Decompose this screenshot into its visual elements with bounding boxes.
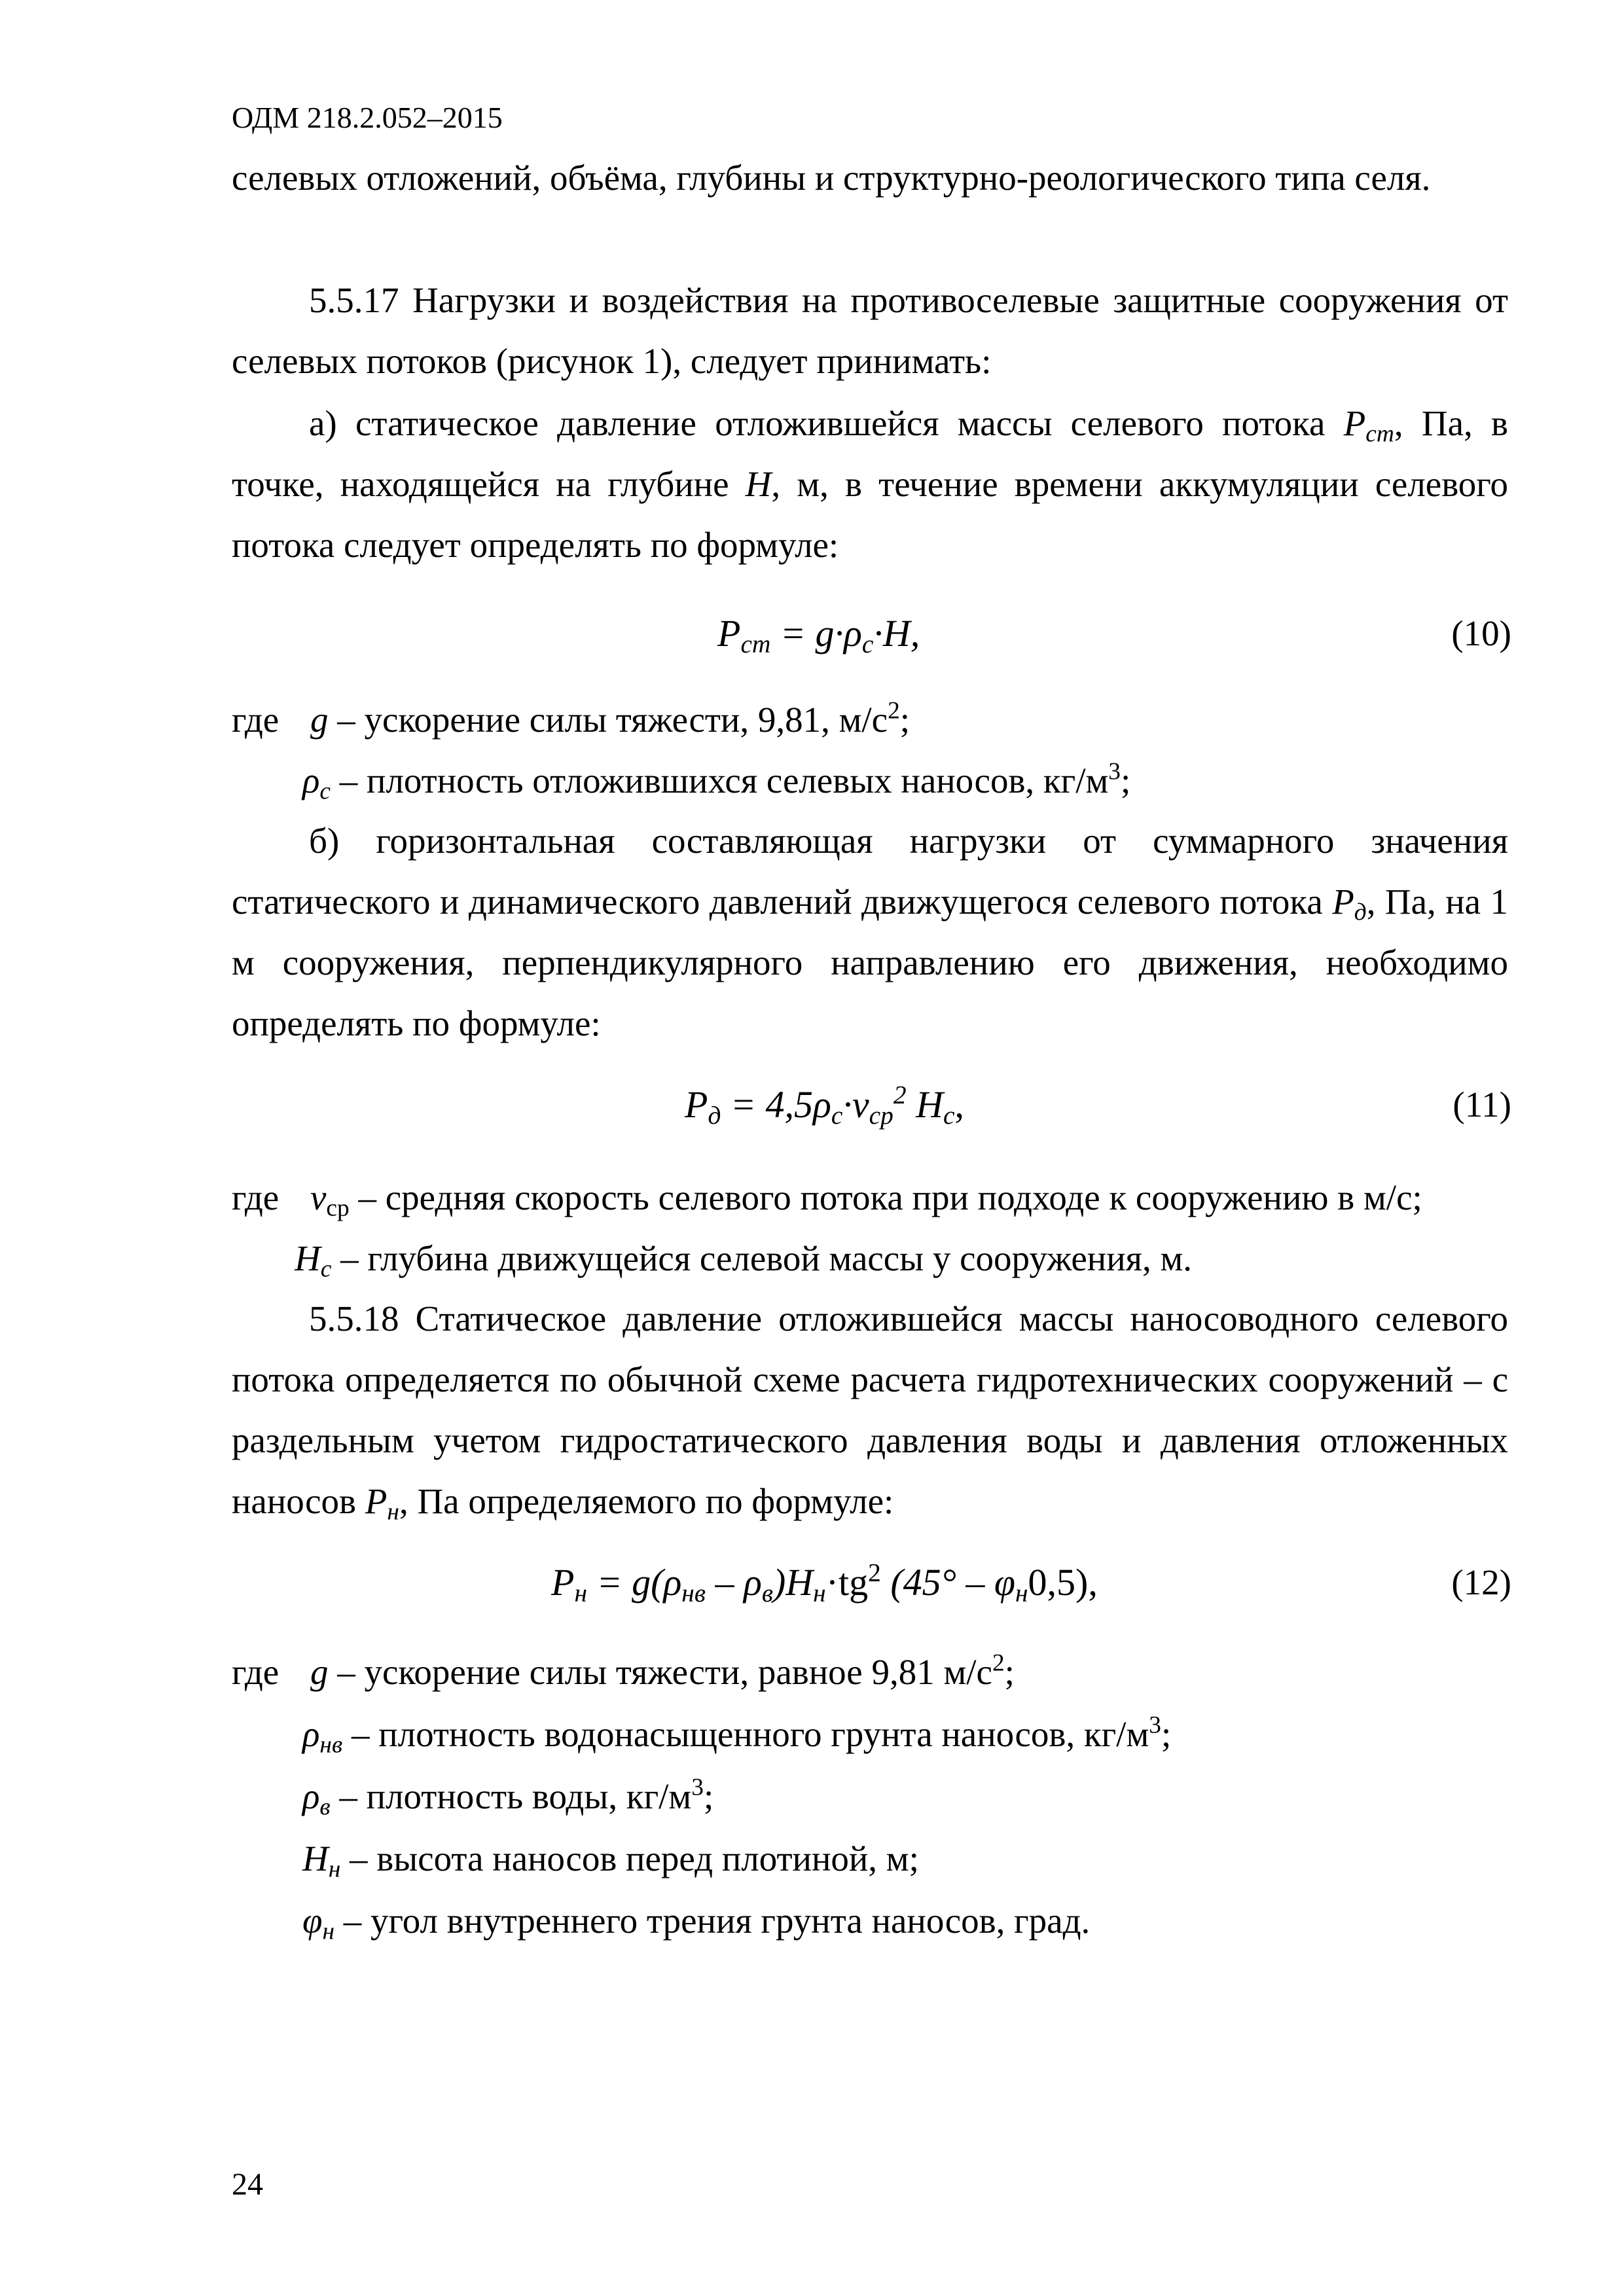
paragraph-item-b bbox=[232, 810, 1508, 1054]
subscript: нв bbox=[319, 1731, 343, 1759]
formula-term: H bbox=[906, 1083, 943, 1126]
paragraph-text: , Па, в точке, находящейся на глубине bbox=[232, 403, 1508, 504]
where-label: где bbox=[232, 1177, 280, 1217]
definition-text: – глубина движущейся селевой массы у сооружения, м. bbox=[331, 1238, 1192, 1278]
definition-end: ; bbox=[899, 700, 911, 740]
where-label: где bbox=[232, 700, 280, 740]
symbol-P: P bbox=[365, 1481, 388, 1521]
definition-H-c bbox=[295, 1232, 1192, 1285]
definition-symbol: g bbox=[310, 700, 329, 740]
equation-number-10: (10) bbox=[1451, 613, 1511, 653]
definition-text: – угол внутреннего трения грунта наносов, град. bbox=[334, 1901, 1091, 1941]
formula-term: ·H, bbox=[873, 612, 920, 655]
definition-text: – плотность водонасыщенного грунта наносов, кг/м bbox=[342, 1714, 1149, 1754]
superscript: 3 bbox=[1149, 1712, 1161, 1739]
definition-end: ; bbox=[1004, 1652, 1015, 1692]
symbol-P: P bbox=[1343, 403, 1366, 443]
definition-symbol: ρ bbox=[302, 761, 320, 800]
formula-12 bbox=[551, 1556, 1098, 1609]
formula-term: (45° – φ bbox=[880, 1561, 1015, 1604]
paragraph-text: б) горизонтальная составляющая нагрузки от суммарного значения статического и динамического давлений движущегося селевого потока bbox=[232, 821, 1508, 922]
formula-11 bbox=[685, 1079, 964, 1131]
subscript: ср bbox=[326, 1194, 350, 1222]
definition-rho-v bbox=[302, 1770, 713, 1823]
formula-term: 0,5), bbox=[1028, 1561, 1098, 1604]
definition-text: – средняя скорость селевого потока при подходе к сооружению в м/с; bbox=[349, 1177, 1422, 1217]
formula-term: , bbox=[954, 1083, 964, 1126]
formula-subscript: н bbox=[813, 1578, 826, 1607]
subscript: н bbox=[322, 1918, 334, 1945]
definition-end: ; bbox=[703, 1776, 714, 1816]
definition-rho-c bbox=[302, 755, 1130, 807]
definition-symbol: H bbox=[295, 1238, 321, 1278]
subscript: ст bbox=[1365, 420, 1394, 448]
paragraph-text: , Па, на 1 м сооружения, перпендикулярного направлению его движения, необходимо определять по формуле: bbox=[232, 882, 1509, 1043]
definition-text: – ускорение силы тяжести, равное 9,81 м/с bbox=[328, 1652, 992, 1692]
formula-symbol: P bbox=[685, 1083, 708, 1126]
formula-subscript: нв bbox=[681, 1578, 706, 1607]
formula-term: = g(ρ bbox=[587, 1561, 682, 1604]
definition-symbol: v bbox=[310, 1177, 327, 1217]
document-code-header: ОДМ 218.2.052–2015 bbox=[232, 101, 503, 134]
definition-text: – высота наносов перед плотиной, м; bbox=[340, 1839, 919, 1878]
superscript: 3 bbox=[691, 1774, 704, 1801]
definition-symbol: ρ bbox=[302, 1714, 320, 1754]
subscript: н bbox=[387, 1498, 399, 1526]
formula-subscript: н bbox=[1015, 1578, 1028, 1607]
definition-symbol: ρ bbox=[302, 1776, 320, 1816]
paragraph-text: , м, в течение времени аккумуляции селевого потока следует определять по формуле: bbox=[232, 464, 1508, 565]
formula-term: )H bbox=[772, 1561, 814, 1604]
symbol-P: P bbox=[1332, 882, 1354, 922]
paragraph-text: , Па определяемого по формуле: bbox=[399, 1481, 894, 1521]
formula-superscript: 2 bbox=[893, 1080, 907, 1109]
formula-superscript: 2 bbox=[868, 1558, 881, 1587]
formula-term: = 4,5ρ bbox=[721, 1083, 831, 1126]
formula-subscript: с bbox=[861, 629, 874, 658]
formula-subscript: с bbox=[943, 1100, 955, 1130]
formula-symbol: P bbox=[717, 612, 741, 655]
superscript: 2 bbox=[888, 697, 900, 725]
page-number: 24 bbox=[232, 2167, 263, 2202]
definition-symbol: g bbox=[310, 1652, 329, 1692]
formula-subscript: с bbox=[831, 1100, 843, 1130]
paragraph-5-5-18 bbox=[232, 1288, 1508, 1532]
equation-number-11: (11) bbox=[1453, 1085, 1511, 1124]
formula-term: ·v bbox=[842, 1083, 869, 1126]
definition-symbol: φ bbox=[302, 1901, 323, 1941]
subscript: с bbox=[320, 1255, 332, 1283]
definition-symbol: H bbox=[302, 1839, 329, 1878]
definition-text: – ускорение силы тяжести, 9,81, м/с bbox=[328, 700, 888, 740]
paragraph-text: 5.5.17 Нагрузки и воздействия на противоселевые защитные сооружения от селевых потоков (рисунок 1), следует принимать: bbox=[232, 280, 1508, 381]
formula-subscript: н bbox=[574, 1578, 587, 1607]
formula-10 bbox=[717, 607, 920, 660]
formula-term: ·tg bbox=[825, 1561, 869, 1604]
formula-subscript: д bbox=[708, 1100, 721, 1130]
definition-g bbox=[310, 694, 910, 746]
formula-subscript: ср bbox=[869, 1100, 893, 1130]
superscript: 3 bbox=[1108, 758, 1121, 785]
formula-subscript: ст bbox=[740, 629, 771, 658]
definition-text: – плотность воды, кг/м bbox=[330, 1776, 692, 1816]
subscript: с bbox=[319, 778, 331, 805]
paragraph-continuation bbox=[232, 147, 1508, 208]
paragraph-5-5-17 bbox=[232, 270, 1508, 391]
paragraph-text: селевых отложений, объёма, глубины и структурно-реологического типа селя. bbox=[232, 158, 1431, 198]
where-label: где bbox=[232, 1652, 280, 1692]
subscript: н bbox=[328, 1856, 341, 1883]
definition-H-n bbox=[302, 1833, 919, 1885]
definition-text: – плотность отложившихся селевых наносов, кг/м bbox=[331, 761, 1109, 800]
symbol-H: H bbox=[745, 464, 772, 504]
definition-end: ; bbox=[1161, 1714, 1172, 1754]
paragraph-text: а) статическое давление отложившейся массы селевого потока bbox=[309, 403, 1344, 443]
formula-subscript: в bbox=[761, 1578, 773, 1607]
superscript: 2 bbox=[992, 1649, 1005, 1677]
definition-rho-nv bbox=[302, 1708, 1171, 1761]
definition-end: ; bbox=[1121, 761, 1131, 800]
definition-g-2 bbox=[310, 1646, 1015, 1698]
paragraph-text: 5.5.18 Статическое давление отложившейся массы наносоводного селевого потока определяется по обычной схеме расчета гидротехнических сооружений – с раздельным учетом гидростатического давления воды и давления отложенных наносов bbox=[232, 1299, 1508, 1521]
formula-term: = g·ρ bbox=[770, 612, 862, 655]
subscript: в bbox=[319, 1793, 331, 1821]
equation-number-12: (12) bbox=[1451, 1562, 1511, 1602]
definition-phi-n bbox=[302, 1895, 1090, 1947]
formula-symbol: P bbox=[551, 1561, 575, 1604]
paragraph-item-a bbox=[232, 393, 1508, 575]
formula-term: – ρ bbox=[705, 1561, 762, 1604]
subscript: д bbox=[1354, 899, 1367, 926]
definition-v-cp bbox=[310, 1172, 1422, 1224]
